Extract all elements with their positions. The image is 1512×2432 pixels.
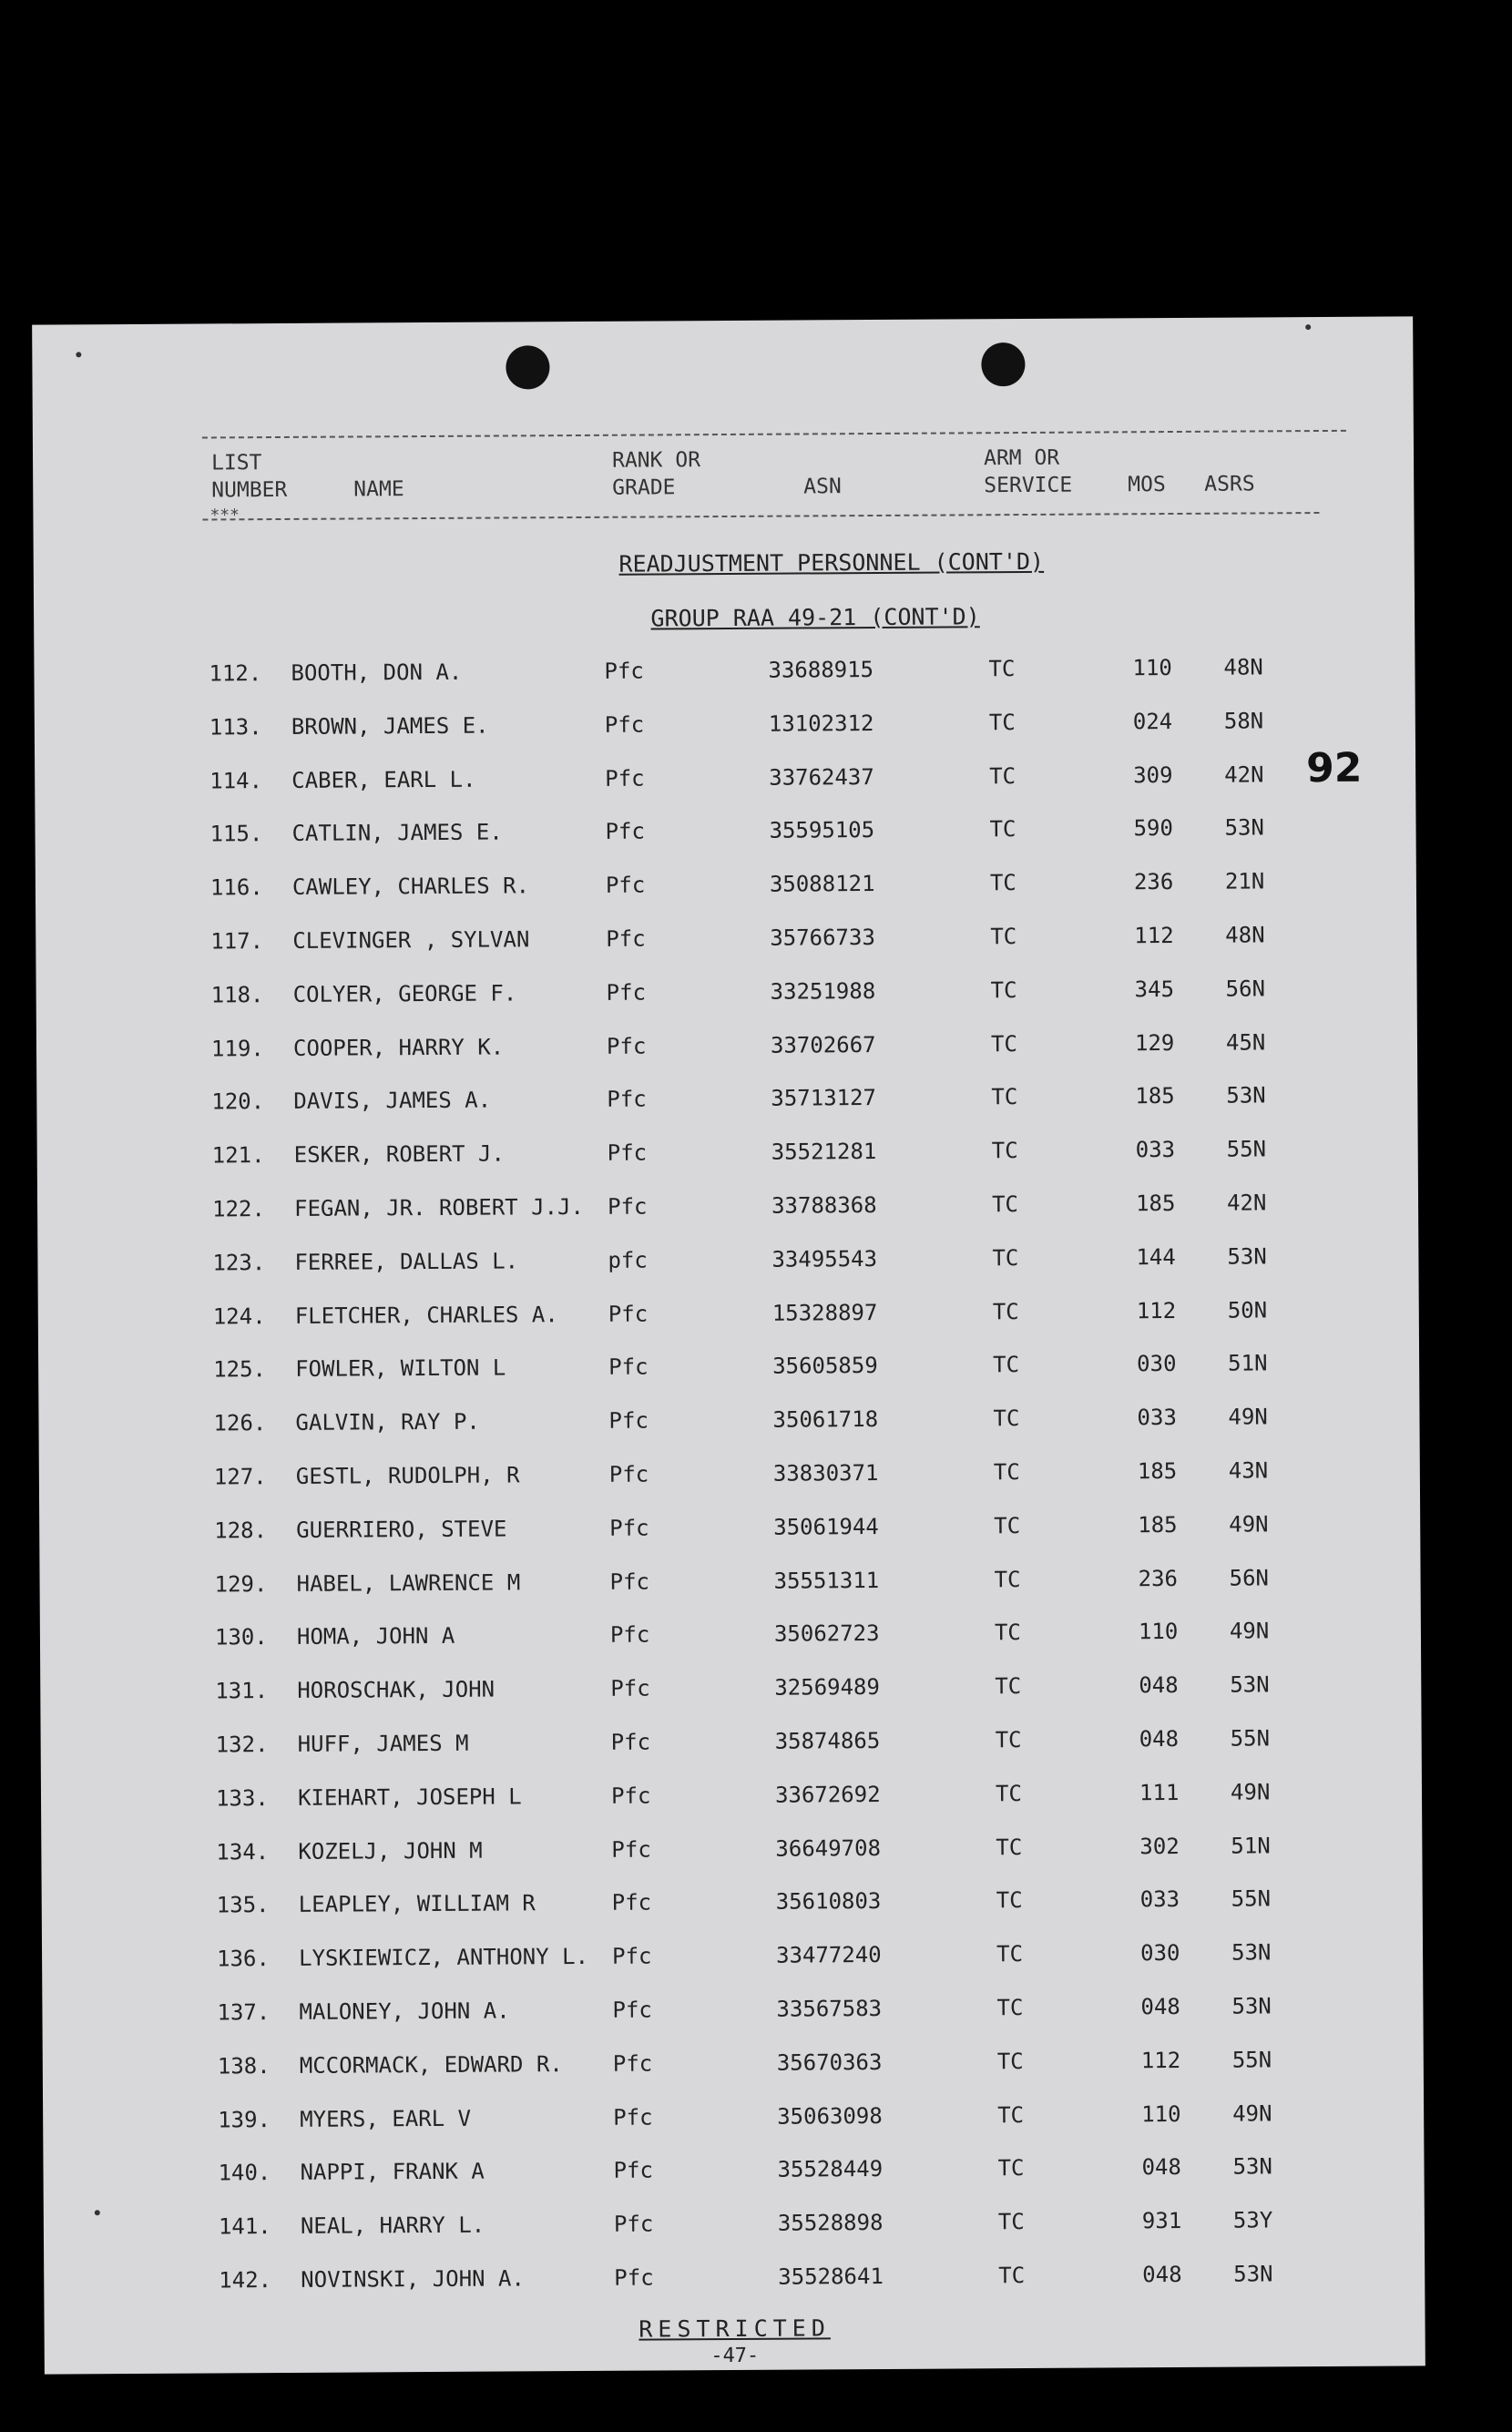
arm-or-service: TC xyxy=(997,2155,1025,2182)
asrs: 48N xyxy=(1225,922,1265,948)
asrs: 49N xyxy=(1229,1618,1270,1644)
table-row xyxy=(39,1456,1420,1518)
asrs: 53N xyxy=(1232,2153,1272,2180)
section-title: READJUSTMENT PERSONNEL (CONT'D) xyxy=(618,547,1045,577)
list-number: 140. xyxy=(218,2160,271,2186)
person-name: DAVIS, JAMES A. xyxy=(293,1087,492,1115)
list-number: 130. xyxy=(214,1624,268,1650)
asrs: 45N xyxy=(1225,1028,1266,1056)
mos: 110 xyxy=(1132,655,1172,681)
asn: 35605859 xyxy=(772,1353,878,1380)
table-row xyxy=(42,1992,1423,2054)
person-name: CAWLEY, CHARLES R. xyxy=(291,873,530,901)
table-row xyxy=(42,1885,1423,1947)
asn: 35521281 xyxy=(771,1139,877,1165)
table-row xyxy=(44,2206,1425,2268)
table-row xyxy=(43,2153,1424,2215)
mos: 129 xyxy=(1134,1029,1175,1056)
asn: 33477240 xyxy=(776,1942,882,1968)
rank: Pfc xyxy=(610,1729,651,1755)
person-name: MCCORMACK, EDWARD R. xyxy=(299,2050,563,2079)
table-row xyxy=(36,975,1417,1037)
person-name: BOOTH, DON A. xyxy=(291,659,463,686)
asn: 33672692 xyxy=(774,1781,881,1808)
list-number: 118. xyxy=(210,981,264,1008)
person-name: GESTL, RUDOLPH, R xyxy=(295,1462,520,1489)
arm-or-service: TC xyxy=(992,1298,1019,1324)
mos: 345 xyxy=(1134,976,1175,1003)
mos: 111 xyxy=(1139,1779,1180,1805)
arm-or-service: TC xyxy=(996,1994,1024,2021)
asrs: 53Y xyxy=(1232,2207,1273,2233)
speck xyxy=(1305,324,1311,330)
asrs: 53N xyxy=(1227,1243,1267,1270)
arm-or-service: TC xyxy=(988,656,1016,682)
mos: 030 xyxy=(1139,1940,1180,1967)
asn: 33762437 xyxy=(769,763,874,791)
speck xyxy=(76,352,81,357)
col-header-list-number: LIST NUMBER xyxy=(210,451,288,503)
asrs: 55N xyxy=(1231,2047,1272,2073)
list-number: 121. xyxy=(211,1142,265,1169)
asn: 35551311 xyxy=(773,1567,880,1594)
rank: Pfc xyxy=(610,1783,651,1809)
rank: Pfc xyxy=(613,2104,653,2131)
asn: 33788368 xyxy=(771,1191,877,1219)
arm-or-service: TC xyxy=(991,1191,1019,1218)
arm-or-service: TC xyxy=(994,1512,1021,1538)
rank: Pfc xyxy=(605,818,645,845)
mos: 048 xyxy=(1140,1993,1180,2020)
rank: Pfc xyxy=(607,1139,648,1166)
table-row xyxy=(41,1832,1422,1894)
table-row xyxy=(37,1242,1418,1304)
asrs: 51N xyxy=(1231,1832,1271,1859)
list-number: 142. xyxy=(219,2266,272,2294)
table-row xyxy=(38,1296,1419,1358)
punch-hole xyxy=(981,342,1025,386)
mos: 309 xyxy=(1133,761,1173,788)
list-number: 115. xyxy=(209,821,263,847)
arm-or-service: TC xyxy=(991,1084,1018,1110)
person-name: CATLIN, JAMES E. xyxy=(291,819,503,847)
table-row xyxy=(37,1189,1418,1251)
person-name: ESKER, ROBERT J. xyxy=(293,1140,505,1169)
table-row xyxy=(41,1724,1422,1786)
person-name: KOZELJ, JOHN M xyxy=(298,1837,483,1865)
person-name: CLEVINGER , SYLVAN xyxy=(292,926,530,954)
list-number: 129. xyxy=(214,1570,268,1597)
mos: 048 xyxy=(1139,1725,1180,1752)
person-name: HABEL, LAWRENCE M xyxy=(296,1569,521,1597)
mos: 185 xyxy=(1135,1083,1175,1109)
mos: 110 xyxy=(1138,1619,1179,1645)
mos: 112 xyxy=(1134,922,1174,949)
rank: Pfc xyxy=(613,2211,654,2237)
asrs: 55N xyxy=(1230,1725,1271,1752)
asn: 33567583 xyxy=(776,1995,883,2022)
rank: Pfc xyxy=(612,1997,652,2023)
arm-or-service: TC xyxy=(995,1726,1022,1753)
rank: Pfc xyxy=(608,1301,649,1327)
asn: 36649708 xyxy=(775,1834,882,1862)
arm-or-service: TC xyxy=(992,1244,1019,1271)
table-row xyxy=(38,1350,1419,1412)
list-number: 125. xyxy=(213,1356,267,1383)
asn: 35766733 xyxy=(770,924,875,951)
mos: 144 xyxy=(1136,1243,1176,1271)
mos: 033 xyxy=(1137,1405,1177,1431)
asrs: 50N xyxy=(1227,1296,1268,1323)
arm-or-service: TC xyxy=(994,1620,1021,1646)
asn: 35713127 xyxy=(771,1085,877,1112)
mos: 024 xyxy=(1132,708,1173,735)
asrs: 58N xyxy=(1223,708,1264,734)
arm-or-service: TC xyxy=(988,709,1016,736)
asn: 33688915 xyxy=(768,657,874,683)
mos: 112 xyxy=(1140,2047,1181,2073)
asn: 35063098 xyxy=(777,2102,883,2130)
person-name: LEAPLEY, WILLIAM R xyxy=(298,1890,536,1918)
list-number: 137. xyxy=(217,1999,271,2026)
asn: 35670363 xyxy=(776,2049,883,2076)
arm-or-service: TC xyxy=(989,816,1017,843)
list-number: 117. xyxy=(210,928,264,955)
table-row xyxy=(39,1510,1420,1572)
table-row xyxy=(36,1028,1417,1090)
asrs: 53N xyxy=(1231,1993,1272,2019)
arm-or-service: TC xyxy=(996,1887,1023,1914)
table-row xyxy=(36,1082,1417,1144)
rank: Pfc xyxy=(608,1407,649,1434)
arm-or-service: TC xyxy=(993,1405,1020,1432)
table-row xyxy=(40,1564,1421,1626)
person-name: HUFF, JAMES M xyxy=(297,1730,469,1757)
table-row xyxy=(34,653,1415,715)
restricted-label: RESTRICTED xyxy=(639,2314,831,2343)
asn: 35874865 xyxy=(774,1727,881,1754)
table-row xyxy=(43,2100,1424,2161)
personnel-list xyxy=(34,653,1425,2322)
asrs: 21N xyxy=(1224,868,1265,894)
asrs: 48N xyxy=(1223,654,1263,680)
rank: Pfc xyxy=(605,765,645,792)
col-header-name: NAME xyxy=(353,477,404,502)
person-name: GALVIN, RAY P. xyxy=(295,1408,480,1436)
asrs: 49N xyxy=(1229,1511,1269,1538)
asn: 33830371 xyxy=(772,1459,879,1487)
mos: 302 xyxy=(1139,1833,1180,1859)
person-name: LYSKIEWICZ, ANTHONY L. xyxy=(299,1944,589,1972)
asrs: 53N xyxy=(1226,1082,1266,1109)
mos: 033 xyxy=(1139,1886,1180,1913)
rank: Pfc xyxy=(607,1086,647,1113)
list-number: 122. xyxy=(211,1196,265,1222)
table-row xyxy=(35,707,1415,769)
page-number: -47- xyxy=(710,2344,760,2368)
person-name: HOMA, JOHN A xyxy=(296,1623,455,1650)
person-name: NAPPI, FRANK A xyxy=(300,2158,485,2186)
person-name: NEAL, HARRY L. xyxy=(300,2212,485,2239)
header-rule-bottom xyxy=(202,512,1319,520)
rank: Pfc xyxy=(609,1569,650,1595)
list-number: 141. xyxy=(218,2213,271,2240)
rank: Pfc xyxy=(609,1621,650,1649)
list-number: 139. xyxy=(218,2106,271,2132)
asn: 35610803 xyxy=(775,1888,882,1916)
list-number: 127. xyxy=(213,1464,267,1490)
list-number: 120. xyxy=(211,1088,265,1115)
list-number: 112. xyxy=(209,660,262,687)
arm-or-service: TC xyxy=(993,1352,1020,1378)
header-stars: *** xyxy=(209,506,240,526)
asn: 33251988 xyxy=(770,977,876,1005)
table-row xyxy=(40,1618,1421,1680)
mos: 931 xyxy=(1141,2208,1182,2234)
document-page xyxy=(32,316,1425,2374)
punch-hole xyxy=(506,345,549,389)
rank: Pfc xyxy=(613,2157,653,2184)
arm-or-service: TC xyxy=(994,1566,1021,1592)
table-row xyxy=(41,1778,1422,1840)
person-name: COLYER, GEORGE F. xyxy=(292,980,517,1007)
arm-or-service: TC xyxy=(995,1780,1023,1806)
person-name: MALONEY, JOHN A. xyxy=(299,1998,510,2025)
col-header-asrs: ASRS xyxy=(1204,472,1255,496)
asrs: 49N xyxy=(1228,1404,1268,1430)
asn: 15328897 xyxy=(771,1299,878,1326)
person-name: GUERRIERO, STEVE xyxy=(296,1516,507,1543)
arm-or-service: TC xyxy=(997,2101,1025,2128)
arm-or-service: TC xyxy=(990,924,1017,950)
list-number: 124. xyxy=(212,1303,266,1330)
rank: Pfc xyxy=(611,1889,652,1916)
table-row xyxy=(36,868,1416,930)
asrs: 49N xyxy=(1232,2100,1272,2127)
asn: 13102312 xyxy=(768,710,874,737)
rank: Pfc xyxy=(608,1461,649,1487)
list-number: 138. xyxy=(217,2052,271,2079)
asrs: 53N xyxy=(1230,1671,1270,1698)
arm-or-service: TC xyxy=(996,1834,1023,1860)
mos: 112 xyxy=(1136,1297,1177,1323)
asn: 32569489 xyxy=(774,1674,880,1701)
arm-or-service: TC xyxy=(989,762,1017,789)
mos: 236 xyxy=(1133,869,1174,895)
person-name: CABER, EARL L. xyxy=(291,766,476,793)
asrs: 56N xyxy=(1225,976,1266,1002)
person-name: FEGAN, JR. ROBERT J.J. xyxy=(293,1193,585,1221)
table-row xyxy=(36,921,1416,983)
list-number: 123. xyxy=(212,1249,266,1276)
list-number: 134. xyxy=(216,1838,270,1865)
arm-or-service: TC xyxy=(996,2048,1024,2074)
asrs: 42N xyxy=(1224,761,1264,788)
asrs: 53N xyxy=(1231,1939,1272,1966)
mos: 236 xyxy=(1138,1565,1179,1591)
arm-or-service: TC xyxy=(998,2262,1026,2289)
rank: Pfc xyxy=(606,979,647,1006)
asn: 35595105 xyxy=(769,817,875,844)
rank: Pfc xyxy=(610,1675,650,1701)
rank: Pfc xyxy=(609,1515,649,1541)
rank: Pfc xyxy=(606,1033,647,1059)
asn: 35061718 xyxy=(772,1406,879,1433)
asn: 35528898 xyxy=(777,2210,884,2236)
mos: 185 xyxy=(1137,1457,1178,1485)
arm-or-service: TC xyxy=(997,2209,1025,2235)
col-header-mos: MOS xyxy=(1128,473,1166,497)
asrs: 55N xyxy=(1231,1885,1272,1912)
person-name: FLETCHER, CHARLES A. xyxy=(294,1301,558,1329)
asn: 35062723 xyxy=(773,1620,880,1648)
header-rule-top xyxy=(202,430,1346,439)
list-number: 128. xyxy=(214,1517,268,1544)
col-header-rank: RANK OR GRADE xyxy=(611,448,701,500)
mos: 048 xyxy=(1139,1672,1179,1699)
mos: 110 xyxy=(1141,2100,1181,2127)
rank: Pfc xyxy=(605,872,646,899)
person-name: COOPER, HARRY K. xyxy=(292,1034,505,1061)
person-name: FERREE, DALLAS L. xyxy=(294,1248,519,1275)
rank: pfc xyxy=(608,1247,648,1273)
rank: Pfc xyxy=(607,1193,648,1220)
person-name: KIEHART, JOSEPH L xyxy=(297,1783,522,1811)
person-name: BROWN, JAMES E. xyxy=(291,712,489,740)
rank: Pfc xyxy=(604,711,645,738)
table-row xyxy=(35,761,1415,823)
asn: 35528449 xyxy=(777,2156,884,2183)
rank: Pfc xyxy=(612,1943,652,1969)
arm-or-service: TC xyxy=(991,1138,1018,1164)
mos: 048 xyxy=(1141,2154,1181,2181)
mos: 590 xyxy=(1133,815,1173,842)
asn: 33702667 xyxy=(770,1031,876,1058)
person-name: FOWLER, WILTON L xyxy=(295,1354,506,1383)
table-row xyxy=(42,1938,1423,2000)
mos: 185 xyxy=(1135,1190,1176,1217)
rank: Pfc xyxy=(606,925,646,952)
col-header-arm: ARM OR SERVICE xyxy=(983,445,1073,498)
asn: 35061944 xyxy=(773,1513,879,1540)
asrs: 49N xyxy=(1230,1779,1271,1805)
list-number: 126. xyxy=(213,1410,267,1436)
list-number: 114. xyxy=(209,767,263,794)
table-row xyxy=(38,1404,1419,1466)
list-number: 135. xyxy=(216,1892,270,1918)
rank: Pfc xyxy=(604,658,644,684)
arm-or-service: TC xyxy=(993,1459,1020,1486)
asrs: 53N xyxy=(1233,2261,1273,2287)
rank: Pfc xyxy=(614,2264,654,2291)
table-row xyxy=(40,1671,1421,1733)
arm-or-service: TC xyxy=(990,976,1017,1004)
page-number-mark: 92 xyxy=(1305,744,1363,792)
asn: 33495543 xyxy=(771,1245,878,1272)
mos: 030 xyxy=(1137,1351,1177,1377)
col-header-asn: ASN xyxy=(803,475,842,499)
person-name: HOROSCHAK, JOHN xyxy=(297,1676,495,1704)
asrs: 42N xyxy=(1226,1190,1267,1216)
arm-or-service: TC xyxy=(990,1030,1017,1057)
person-name: NOVINSKI, JOHN A. xyxy=(301,2265,525,2293)
rank: Pfc xyxy=(608,1354,649,1381)
asrs: 56N xyxy=(1229,1564,1270,1591)
table-row xyxy=(43,2046,1424,2108)
asrs: 51N xyxy=(1228,1350,1268,1377)
arm-or-service: TC xyxy=(989,870,1017,896)
list-number: 136. xyxy=(217,1946,270,1972)
arm-or-service: TC xyxy=(996,1941,1024,1967)
rank: Pfc xyxy=(611,1836,651,1863)
arm-or-service: TC xyxy=(995,1673,1022,1700)
mos: 048 xyxy=(1142,2261,1182,2288)
asrs: 53N xyxy=(1224,814,1264,842)
list-number: 132. xyxy=(215,1732,269,1758)
asrs: 55N xyxy=(1226,1136,1267,1162)
group-title: GROUP RAA 49-21 (CONT'D) xyxy=(650,603,980,632)
table-row xyxy=(35,814,1415,876)
mos: 185 xyxy=(1138,1511,1178,1538)
asn: 35528641 xyxy=(778,2263,884,2290)
list-number: 119. xyxy=(210,1035,264,1062)
list-number: 116. xyxy=(209,874,263,901)
rank: Pfc xyxy=(612,2050,653,2077)
asn: 35088121 xyxy=(769,871,875,897)
asrs: 43N xyxy=(1228,1457,1269,1484)
list-number: 113. xyxy=(209,713,262,741)
person-name: MYERS, EARL V xyxy=(300,2105,472,2132)
list-number: 133. xyxy=(215,1784,269,1812)
list-number: 131. xyxy=(215,1678,269,1704)
table-row xyxy=(37,1136,1418,1198)
mos: 033 xyxy=(1135,1137,1176,1163)
